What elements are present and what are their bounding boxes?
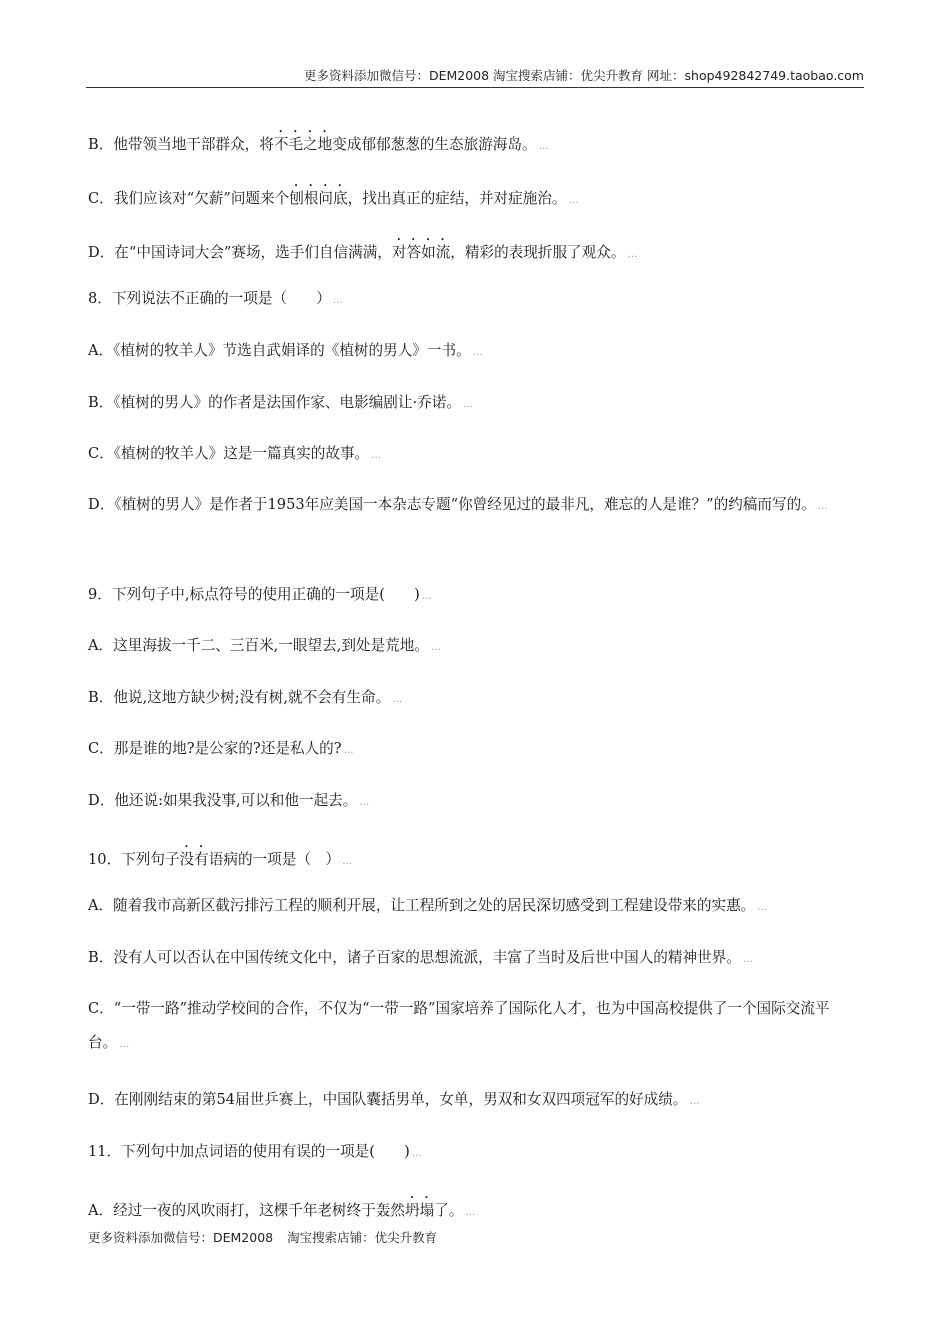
- page-header: 更多资料添加微信号：DEM2008 淘宝搜索店铺：优尖升教育 网址：shop492842749.taobao.com: [303, 68, 864, 83]
- emphasized-phrase: 不毛之地: [273, 136, 333, 153]
- page-footer: 更多资料添加微信号：DEM2008 淘宝搜索店铺：优尖升教育: [88, 1230, 438, 1245]
- emphasized-phrase: 对答如流: [391, 244, 451, 261]
- emphasized-phrase: 刨根问底: [289, 190, 348, 207]
- q10-option-a: A．随着我市高新区截污排污工程的顺利开展，让工程所到之处的居民深切感受到工程建设带来的实惠。 …: [88, 896, 868, 918]
- q8-option-b: B．《植树的男人》的作者是法国作家、电影编剧让·乔诺。 …: [88, 393, 868, 415]
- q9-option-b: B．他说,这地方缺少树;没有树,就不会有生命。 …: [88, 688, 868, 710]
- q7-option-c: C．我们应该对“欠薪”问题来个刨根问底，找出真正的症结，并对症施治。 …: [88, 182, 868, 211]
- emphasized-phrase: 没有: [179, 851, 209, 868]
- q8-option-a: A．《植树的牧羊人》节选自武娟译的《植树的男人》一书。 …: [88, 341, 868, 363]
- header-divider: [86, 87, 864, 88]
- q8-option-c: C．《植树的牧羊人》这是一篇真实的故事。 …: [88, 444, 868, 466]
- q10-option-b: B．没有人可以否认在中国传统文化中，诸子百家的思想流派，丰富了当时及后世中国人的精神世界。 …: [88, 948, 868, 970]
- q9-stem: 9．下列句子中,标点符号的使用正确的一项是( ) …: [88, 585, 868, 607]
- q8-stem: 8．下列说法不正确的一项是（ ） …: [88, 289, 868, 311]
- emphasized-phrase: 坍塌: [405, 1202, 435, 1219]
- q7-option-d: D．在“中国诗词大会”赛场，选手们自信满满，对答如流，精彩的表现折服了观众。 …: [88, 236, 868, 265]
- q11-stem: 11．下列句中加点词语的使用有误的一项是( ) …: [88, 1142, 868, 1164]
- q9-option-c: C．那是谁的地?是公家的?还是私人的? …: [88, 739, 868, 761]
- q9-option-d: D．他还说:如果我没事,可以和他一起去。 …: [88, 791, 868, 813]
- q10-option-d: D．在刚刚结束的第54届世乒赛上，中国队囊括男单，女单，男双和女双四项冠军的好成绩。 …: [88, 1090, 868, 1112]
- q9-option-a: A．这里海拔一千二、三百米,一眼望去,到处是荒地。 …: [88, 636, 868, 658]
- q10-option-c: C．“一带一路”推动学校间的合作，不仅为“一带一路”国家培养了国际化人才，也为中国高校提供了一个国际交流平台。 …: [88, 992, 868, 1062]
- q11-option-a: A．经过一夜的风吹雨打，这棵千年老树终于轰然坍塌了。 …: [88, 1194, 868, 1223]
- q10-stem: 10．下列句子没有语病的一项是（ ） …: [88, 843, 868, 872]
- q8-option-d: D．《植树的男人》是作者于1953年应美国一本杂志专题“你曾经见过的最非凡，难忘的人是谁？”的约稿而写的。 …: [88, 488, 868, 524]
- q7-option-b: B．他带领当地干部群众，将不毛之地变成郁郁葱葱的生态旅游海岛。 …: [88, 128, 868, 157]
